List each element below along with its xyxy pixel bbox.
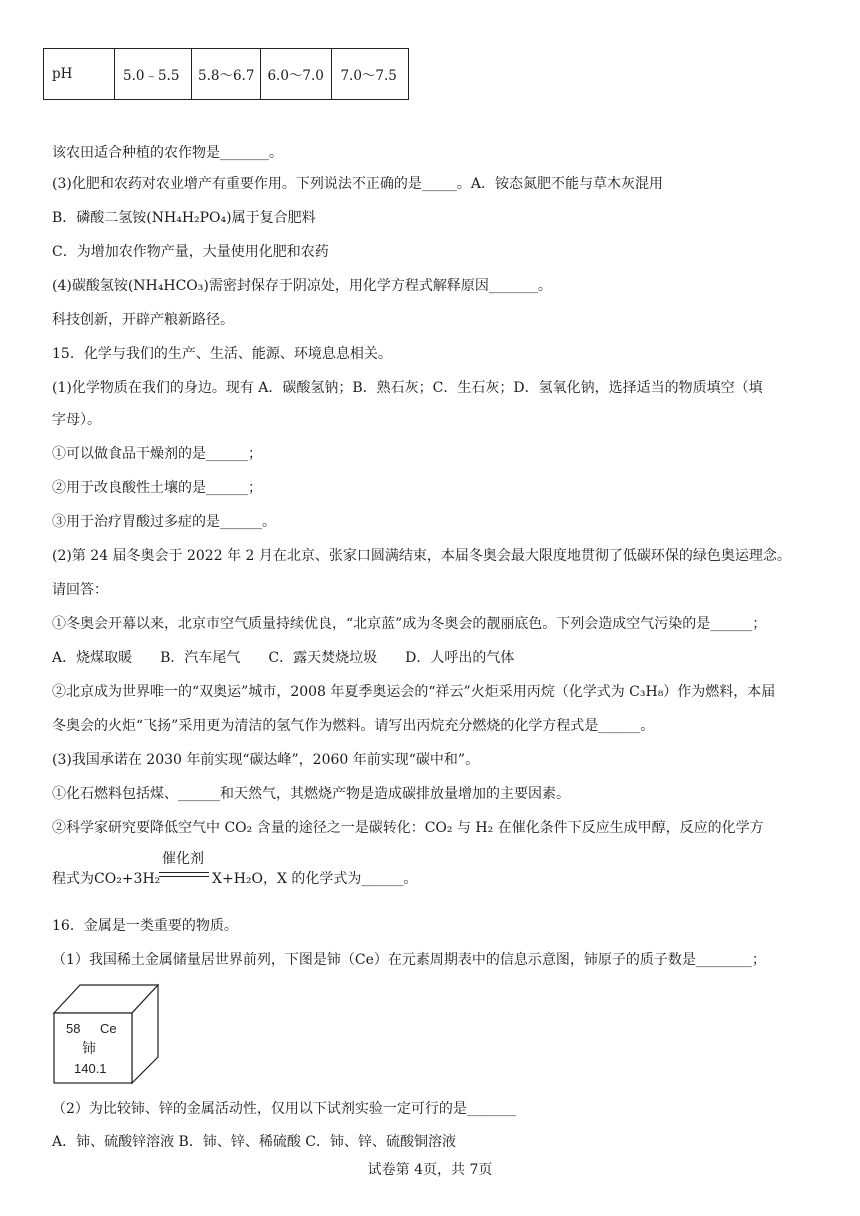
element-cube-icon: [52, 983, 162, 1085]
text-line: （2）为比较铈、锌的金属活动性，仅用以下试剂实验一定可行的是_______: [52, 1101, 516, 1117]
table-cell: 7.0～7.5: [332, 49, 409, 100]
text-line: C．为增加农作物产量，大量使用化肥和农药: [52, 244, 329, 260]
element-name: 铈: [82, 1041, 96, 1057]
question-15-title: 15．化学与我们的生产、生活、能源、环境息息相关。: [52, 346, 392, 362]
text-line: (4)碳酸氢铵(NH₄HCO₃)需密封保存于阴凉处，用化学方程式解释原因_______。: [52, 278, 552, 294]
table-cell: 5.8～6.7: [192, 49, 261, 100]
text-line: 请回答：: [52, 582, 108, 598]
text-line: ②用于改良酸性土壤的是______；: [52, 480, 262, 496]
text-line: 该农田适合种植的农作物是_______。: [52, 145, 283, 161]
element-mass: 140.1: [74, 1061, 107, 1076]
table-cell: pH: [44, 49, 115, 100]
page-footer: 试卷第 4页，共 7页: [367, 1162, 493, 1178]
element-symbol: Ce: [100, 1021, 117, 1036]
text-line: ③用于治疗胃酸过多症的是______。: [52, 514, 276, 530]
text-line: ②北京成为世界唯一的“双奥运”城市，2008 年夏季奥运会的“祥云”火炬采用丙烷（化学式为 C₃H₈）作为燃料，本届: [52, 684, 776, 700]
text-line: ②科学家研究要降低空气中 CO₂ 含量的途径之一是碳转化：CO₂ 与 H₂ 在催化条件下反应生成甲醇，反应的化学方: [52, 820, 764, 836]
text-line: ①可以做食品干燥剂的是______；: [52, 446, 262, 462]
table-cell: 6.0～7.0: [261, 49, 332, 100]
text-line: (2)第 24 届冬奥会于 2022 年 2 月在北京、张家口圆满结束，本届冬奥会最大限度地贯彻了低碳环保的绿色奥运理念。: [52, 548, 791, 564]
question-16-title: 16．金属是一类重要的物质。: [52, 918, 238, 934]
equation-suffix: X+H₂O，X 的化学式为______。: [212, 871, 418, 887]
catalyst-label: 催化剂: [162, 851, 204, 867]
text-line: 字母）。: [52, 412, 101, 428]
options-line: A．烧煤取暖 B．汽车尾气 C．露天焚烧垃圾 D．人呼出的气体: [52, 650, 515, 666]
equation-prefix: 程式为CO₂+3H₂: [52, 871, 161, 887]
text-line: 科技创新，开辟产粮新路径。: [52, 312, 234, 328]
text-line: (3)我国承诺在 2030 年前实现“碳达峰”，2060 年前实现“碳中和”。: [52, 752, 480, 768]
table-row: [44, 49, 409, 100]
text-line: （1）我国稀土金属储量居世界前列，下图是铈（Ce）在元素周期表中的信息示意图，铈原子的质子数是________；: [52, 952, 766, 968]
options-line: A．铈、硫酸锌溶液 B．铈、锌、稀硫酸 C．铈、锌、硫酸铜溶液: [52, 1134, 457, 1150]
ph-table: [43, 48, 409, 100]
equation-bar: [159, 872, 209, 873]
text-line: (3)化肥和农药对农业增产有重要作用。下列说法不正确的是_____。A．铵态氮肥不能与草木灰混用: [52, 176, 663, 192]
text-line: (1)化学物质在我们的身边。现有 A．碳酸氢钠；B．熟石灰；C．生石灰；D．氢氧化钠，选择适当的物质填空（填: [52, 380, 763, 396]
text-line: ①化石燃料包括煤、______和天然气，其燃烧产物是造成碳排放量增加的主要因素。: [52, 786, 570, 802]
text-line: 冬奥会的火炬“飞扬”采用更为清洁的氢气作为燃料。请写出丙烷充分燃烧的化学方程式是______。: [52, 718, 655, 734]
element-card: [52, 983, 162, 1085]
text-line: B．磷酸二氢铵(NH₄H₂PO₄)属于复合肥料: [52, 210, 316, 226]
equation-bar: [159, 876, 209, 877]
text-line: ①冬奥会开幕以来，北京市空气质量持续优良，“北京蓝”成为冬奥会的靓丽底色。下列会造成空气污染的是______；: [52, 616, 767, 632]
element-number: 58: [66, 1021, 81, 1036]
table-cell: 5.0﹣5.5: [115, 49, 192, 100]
